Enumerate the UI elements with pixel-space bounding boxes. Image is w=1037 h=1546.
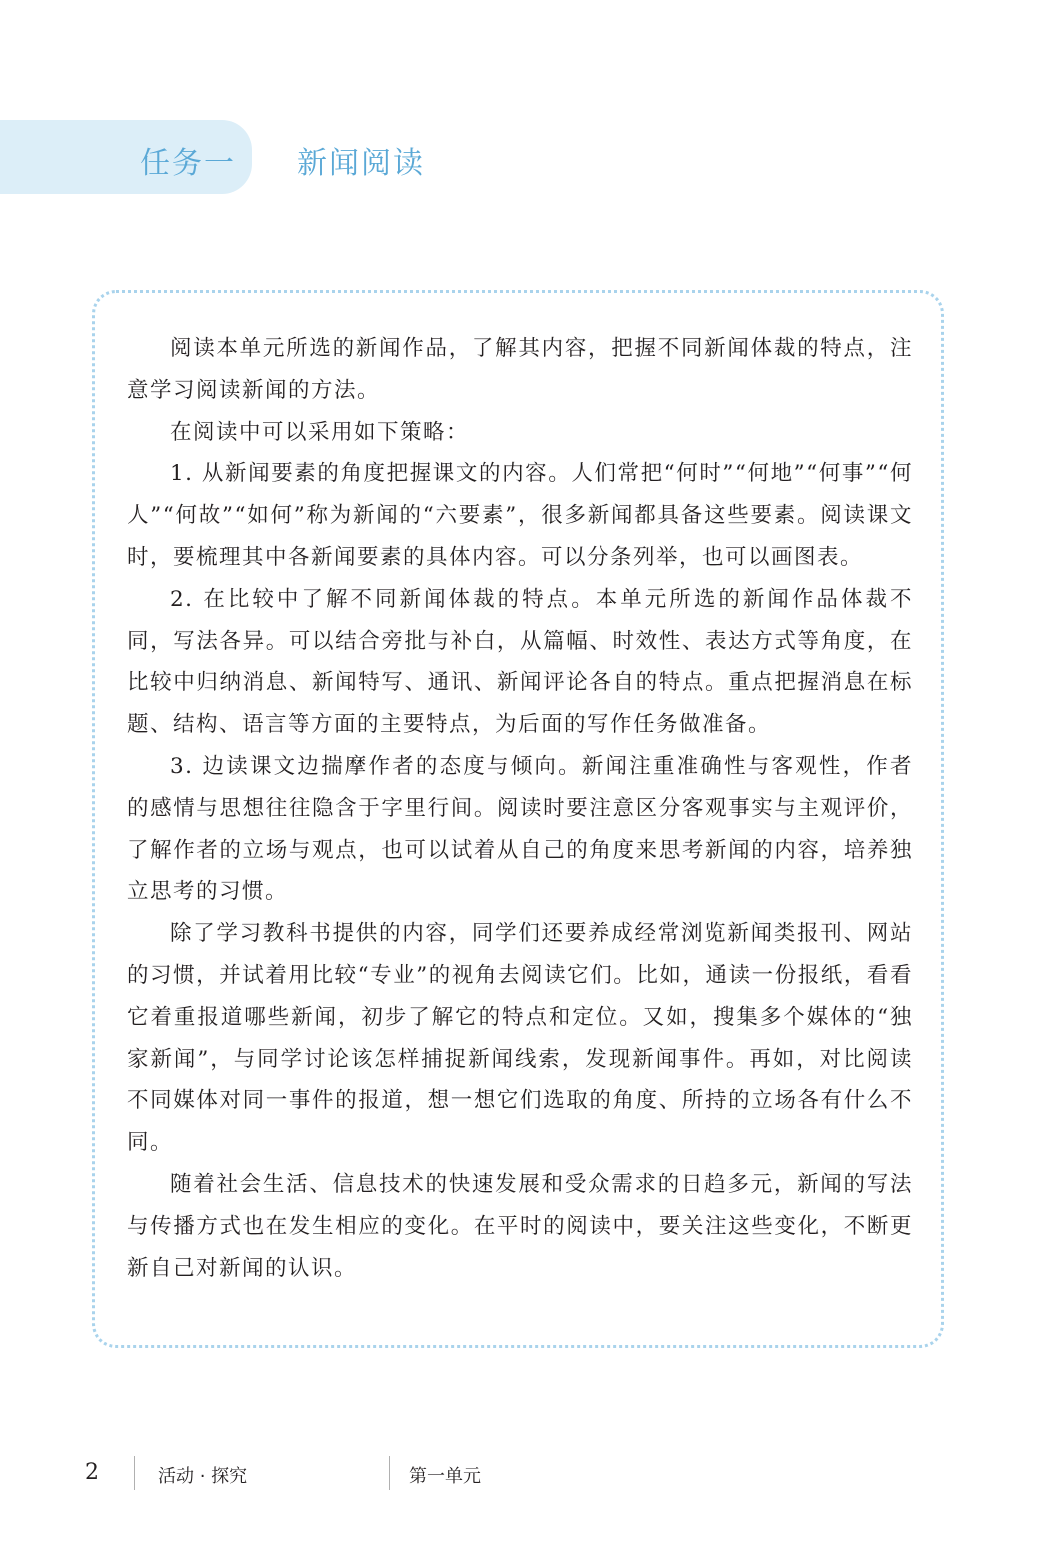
- footer-section-label: 活动 · 探究: [158, 1466, 248, 1487]
- paragraph-strategy-3: 3. 边读课文边揣摩作者的态度与倾向。新闻注重准确性与客观性，作者的感情与思想往往隐含于字里行间。阅读时要注意区分客观事实与主观评价，了解作者的立场与观点，也可以试着从自己的角度来思考新闻的内容，培养独立思考的习惯。: [127, 753, 913, 905]
- paragraph-conclusion: 随着社会生活、信息技术的快速发展和受众需求的日趋多元，新闻的写法与传播方式也在发生相应的变化。在平时的阅读中，要关注这些变化，不断更新自己对新闻的认识。: [127, 1171, 913, 1281]
- footer-unit-label: 第一单元: [409, 1466, 481, 1487]
- paragraph-habits: 除了学习教科书提供的内容，同学们还要养成经常浏览新闻类报刊、网站的习惯，并试着用比较“专业”的视角去阅读它们。比如，通读一份报纸，看看它着重报道哪些新闻，初步了解它的特点和定位。又如，搜集多个媒体的“独家新闻”，与同学讨论该怎样捕捉新闻线索，发现新闻事件。再如，对比阅读不同媒体对同一事件的报道，想一想它们选取的角度、所持的立场各有什么不同。: [127, 921, 913, 1156]
- paragraph-strategy-2: 2. 在比较中了解不同新闻体裁的特点。本单元所选的新闻作品体裁不同，写法各异。可以结合旁批与补白，从篇幅、时效性、表达方式等角度，在比较中归纳消息、新闻特写、通讯、新闻评论各自的特点。重点把握消息在标题、结构、语言等方面的主要特点，为后面的写作任务做准备。: [127, 586, 913, 738]
- paragraph-strategy-lead: 在阅读中可以采用如下策略：: [170, 419, 470, 445]
- page-number: 2: [85, 1460, 99, 1485]
- paragraph-strategy-1: 1. 从新闻要素的角度把握课文的内容。人们常把“何时”“何地”“何事”“何人”“何故”“如何”称为新闻的“六要素”，很多新闻都具备这些要素。阅读课文时，要梳理其中各新闻要素的具体内容。可以分条列举，也可以画图表。: [127, 461, 913, 570]
- task-label: 任务一: [140, 146, 236, 181]
- task-title: 新闻阅读: [297, 146, 425, 181]
- footer-divider: [134, 1456, 135, 1490]
- footer-divider: [389, 1456, 390, 1490]
- paragraph-intro: 阅读本单元所选的新闻作品，了解其内容，把握不同新闻体裁的特点，注意学习阅读新闻的方法。: [127, 336, 913, 403]
- page-footer: [0, 1456, 1037, 1496]
- content-text: [127, 328, 913, 1289]
